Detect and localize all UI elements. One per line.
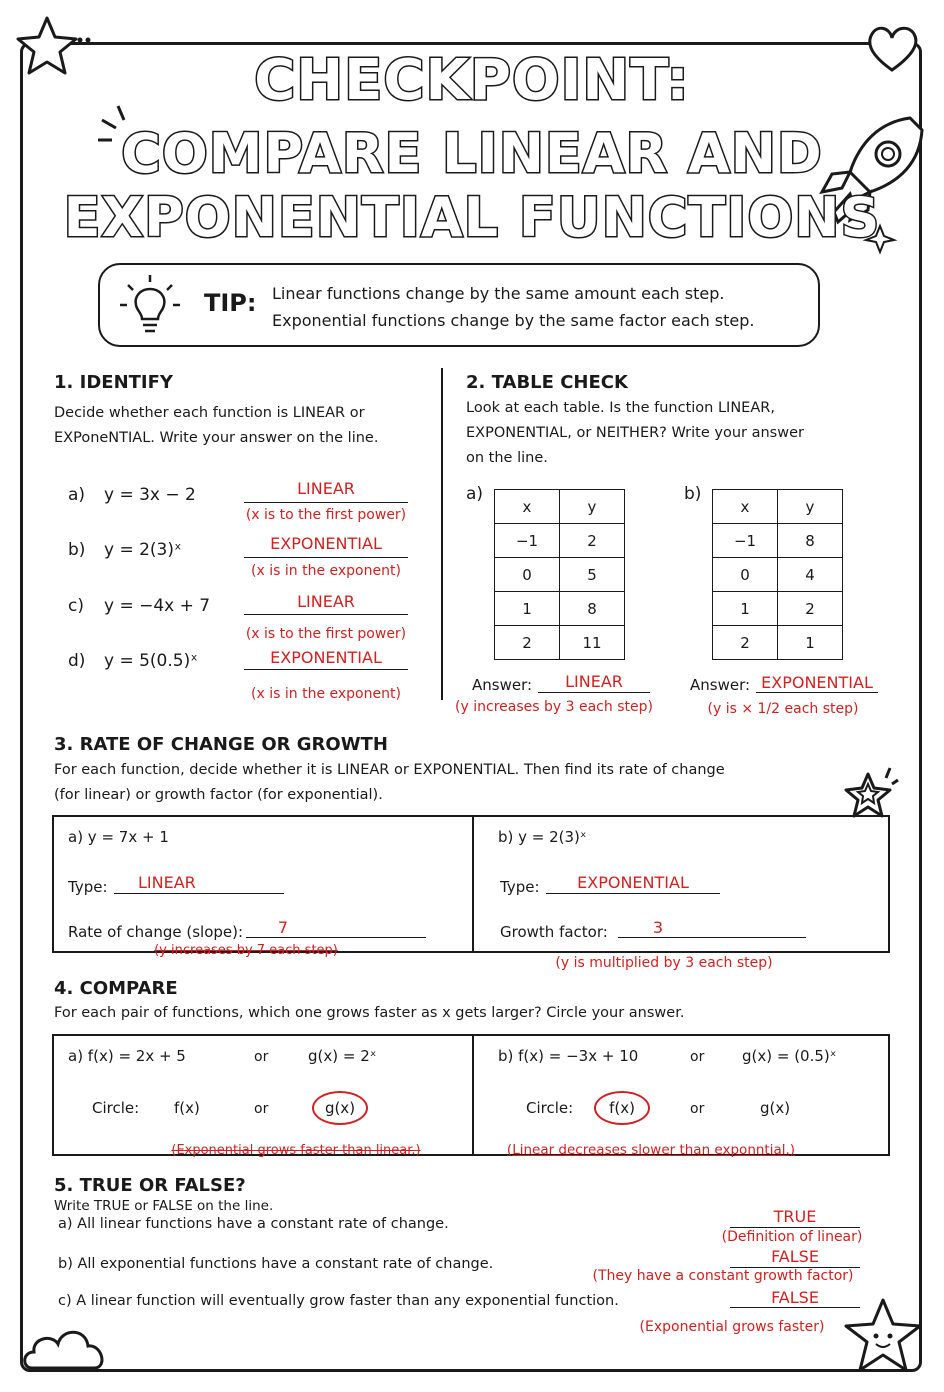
section-1-heading: 1. IDENTIFY (54, 372, 173, 393)
table-cell: 0 (713, 558, 778, 592)
table-cell: 1 (778, 626, 843, 660)
column-divider (441, 368, 443, 700)
table-a (494, 489, 625, 660)
instr-line: (for linear) or growth factor (for exponential). (54, 787, 383, 803)
item-1d-note: (x is in the exponent) (251, 686, 401, 702)
table-cell: 1 (713, 592, 778, 626)
s5b-statement: b) All exponential functions have a constant rate of change. (58, 1256, 494, 1272)
instr-line: EXPoneNTIAL. Write your answer on the line. (54, 430, 379, 446)
item-1b-equation: y = 2(3)ˣ (104, 540, 182, 560)
answer-line (756, 692, 878, 693)
s4b-g: g(x) = (0.5)ˣ (742, 1047, 837, 1065)
s5b-answer[interactable]: FALSE (771, 1247, 819, 1266)
s3a-note: (y increases by 7 each step) (154, 943, 338, 958)
table-cell: 8 (778, 524, 843, 558)
tip-box (98, 263, 820, 347)
title-line-2: COMPARE LINEAR AND (121, 122, 823, 185)
item-1a-label: a) (68, 485, 86, 505)
table-a-answer[interactable]: LINEAR (565, 672, 623, 691)
table-b-note: (y is × 1/2 each step) (707, 701, 859, 717)
table-cell: 2 (713, 626, 778, 660)
s4a-note: (Exponential grows faster than linear.) (171, 1143, 421, 1158)
item-1a-equation: y = 3x − 2 (104, 485, 196, 505)
table-header: x (495, 490, 560, 524)
section-1-instructions (54, 401, 378, 451)
answer-line (244, 669, 408, 670)
item-1d-label: d) (68, 651, 86, 671)
s3b-type-answer[interactable]: EXPONENTIAL (577, 873, 689, 892)
tip-line-1: Linear functions change by the same amount each step. (272, 284, 725, 303)
s5c-note: (Exponential grows faster) (639, 1319, 825, 1335)
table-cell: 1 (495, 592, 560, 626)
title-line-3: EXPONENTIAL FUNCTIONS (63, 186, 881, 249)
table-header: x (713, 490, 778, 524)
item-1b-label: b) (68, 540, 86, 560)
answer-line (730, 1307, 860, 1308)
table-cell: 2 (778, 592, 843, 626)
tip-line-2: Exponential functions change by the same factor each step. (272, 311, 755, 330)
table-cell: 11 (560, 626, 625, 660)
lightbulb-icon (120, 275, 180, 339)
instr-line: on the line. (466, 450, 548, 466)
instr-line: For each function, decide whether it is LINEAR or EXPONENTIAL. Then find its rate of change (54, 762, 725, 778)
table-cell: 2 (495, 626, 560, 660)
s3b-rate-label: Growth factor: (500, 923, 608, 941)
s4a-option-f[interactable]: f(x) (174, 1099, 200, 1117)
answer-line (114, 893, 284, 894)
s5a-note: (Definition of linear) (721, 1229, 863, 1245)
item-1c-note: (x is to the first power) (245, 626, 407, 642)
box-divider (472, 817, 474, 951)
instr-line: EXPONENTIAL, or NEITHER? Write your answer (466, 425, 804, 441)
table-b (712, 489, 843, 660)
section-2-heading: 2. TABLE CHECK (466, 372, 628, 393)
item-1c-equation: y = −4x + 7 (104, 596, 211, 616)
s4b-note: (Linear decreases slower than exponntial.) (506, 1142, 796, 1158)
s4a-or: or (254, 1049, 269, 1065)
s4b-circle-label: Circle: (526, 1099, 574, 1117)
cloud-icon (22, 1316, 112, 1372)
item-1b-answer[interactable]: EXPONENTIAL (270, 534, 382, 553)
instr-line: Decide whether each function is LINEAR or (54, 405, 365, 421)
item-1d-answer[interactable]: EXPONENTIAL (270, 648, 382, 667)
answer-line (546, 893, 720, 894)
s3b-note: (y is multiplied by 3 each step) (555, 955, 773, 971)
item-1c-answer[interactable]: LINEAR (297, 592, 355, 611)
item-1c-label: c) (68, 596, 84, 616)
answer-line (730, 1227, 860, 1228)
item-1d-equation: y = 5(0.5)ˣ (104, 651, 198, 671)
answer-line (618, 937, 806, 938)
table-cell: 0 (495, 558, 560, 592)
box-divider (472, 1036, 474, 1154)
s4b-or-2: or (690, 1101, 705, 1117)
s4a-f: a) f(x) = 2x + 5 (68, 1047, 186, 1065)
table-cell: 2 (560, 524, 625, 558)
s4a-option-g[interactable]: g(x) (324, 1099, 356, 1117)
s3a-equation: a) y = 7x + 1 (68, 828, 169, 846)
answer-line (246, 937, 426, 938)
section-3-heading: 3. RATE OF CHANGE OR GROWTH (54, 734, 388, 755)
title-line-1: CHECKPOINT: (254, 48, 690, 113)
section-4-instructions: For each pair of functions, which one grows faster as x gets larger? Circle your answer. (54, 1005, 685, 1021)
table-b-answer[interactable]: EXPONENTIAL (761, 673, 873, 692)
table-a-answer-label: Answer: (472, 676, 533, 694)
s4b-option-g[interactable]: g(x) (760, 1099, 791, 1117)
s3a-rate-answer[interactable]: 7 (277, 918, 289, 937)
table-cell: −1 (495, 524, 560, 558)
tip-label: TIP: (204, 289, 257, 317)
table-cell: −1 (713, 524, 778, 558)
s5a-answer[interactable]: TRUE (773, 1207, 817, 1226)
section-5-instructions: Write TRUE or FALSE on the line. (54, 1198, 274, 1214)
table-b-label: b) (684, 484, 702, 504)
instr-line: Look at each table. Is the function LINEAR, (466, 400, 775, 416)
s4b-or: or (690, 1049, 705, 1065)
table-a-note: (y increases by 3 each step) (455, 699, 653, 715)
tip-text (272, 280, 755, 334)
s5a-statement: a) All linear functions have a constant rate of change. (58, 1216, 449, 1232)
s5b-note: (They have a constant growth factor) (592, 1268, 854, 1284)
s3b-equation: b) y = 2(3)ˣ (498, 828, 587, 846)
s3b-type-label: Type: (500, 878, 540, 896)
answer-line (244, 502, 408, 503)
section-5-heading: 5. TRUE OR FALSE? (54, 1175, 246, 1196)
table-cell: 4 (778, 558, 843, 592)
s3a-rate-label: Rate of change (slope): (68, 923, 244, 941)
table-header: y (560, 490, 625, 524)
s4a-circle-label: Circle: (92, 1099, 140, 1117)
s4a-or-2: or (254, 1101, 269, 1117)
s4b-f: b) f(x) = −3x + 10 (498, 1047, 639, 1065)
answer-line (244, 557, 408, 558)
item-1a-answer[interactable]: LINEAR (297, 479, 355, 498)
s5c-answer[interactable]: FALSE (771, 1288, 819, 1307)
item-1a-note: (x is to the first power) (245, 507, 407, 523)
item-1b-note: (x is in the exponent) (251, 563, 401, 579)
s4b-option-f[interactable]: f(x) (609, 1099, 635, 1117)
s3a-type-label: Type: (68, 878, 108, 896)
s5c-statement: c) A linear function will eventually grow faster than any exponential function. (58, 1293, 619, 1309)
s3b-rate-answer[interactable]: 3 (652, 918, 664, 937)
table-cell: 5 (560, 558, 625, 592)
answer-line (244, 614, 408, 615)
section-3-instructions (54, 758, 725, 808)
s3a-type-answer[interactable]: LINEAR (138, 873, 196, 892)
table-a-label: a) (466, 484, 484, 504)
table-cell: 8 (560, 592, 625, 626)
answer-line (538, 692, 650, 693)
table-b-answer-label: Answer: (690, 676, 751, 694)
table-header: y (778, 490, 843, 524)
s4a-g: g(x) = 2ˣ (308, 1047, 377, 1065)
section-4-heading: 4. COMPARE (54, 978, 178, 999)
section-2-instructions (466, 396, 804, 471)
